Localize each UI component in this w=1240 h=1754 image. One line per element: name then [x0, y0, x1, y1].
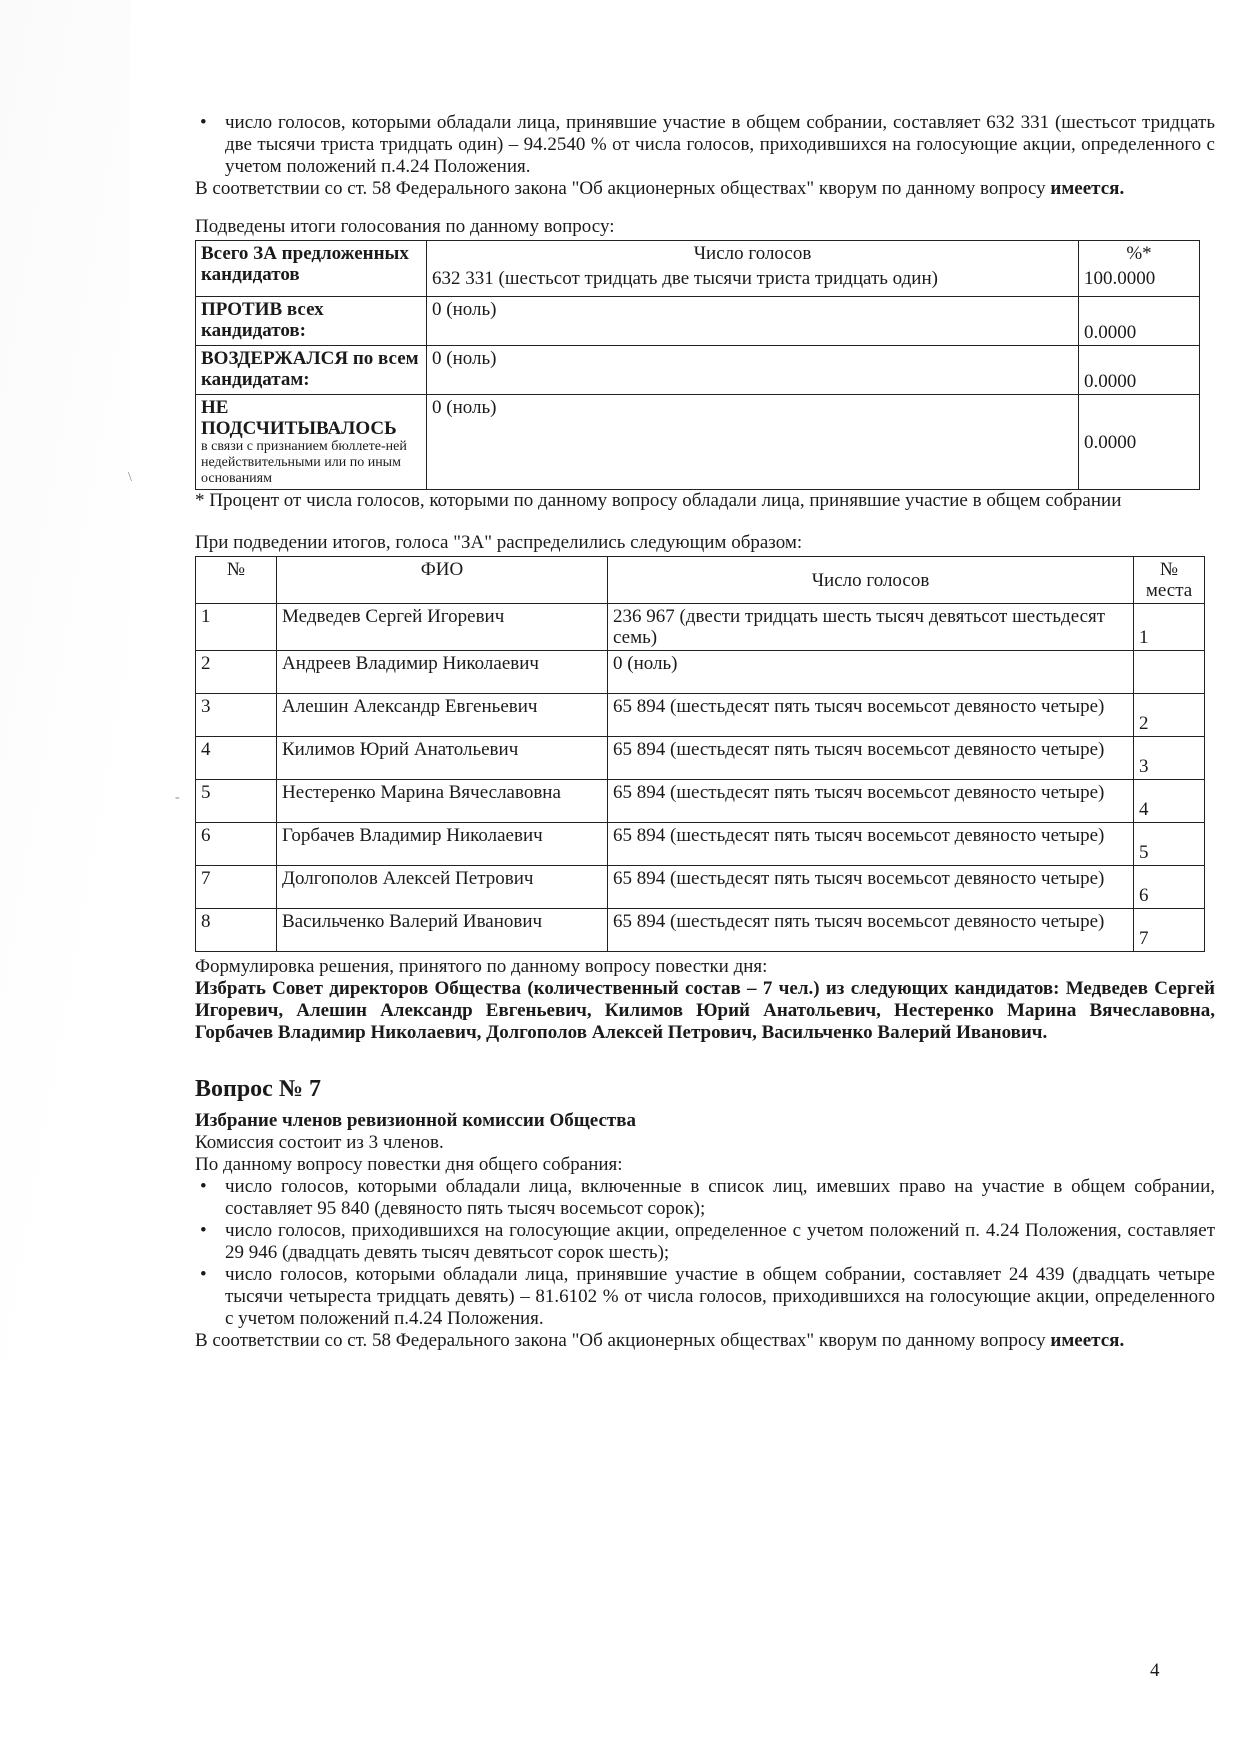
place-cell	[1134, 651, 1205, 694]
votes-cell: 65 894 (шестьдесят пять тысяч восемьсот девяносто четыре)	[608, 737, 1134, 780]
place-cell: 4	[1134, 780, 1205, 823]
name-cell: Долгополов Алексей Петрович	[277, 866, 608, 909]
participants-votes-bullet	[195, 112, 1215, 178]
num-cell: 1	[196, 604, 277, 651]
decision-intro: Формулировка решения, принятого по данному вопросу повестки дня:	[195, 956, 768, 977]
candidates-body	[196, 604, 1205, 952]
header-votes: Число голосов	[427, 241, 1079, 267]
num-cell: 7	[196, 866, 277, 909]
table-row	[196, 346, 1200, 395]
place-cell: 3	[1134, 737, 1205, 780]
votes-cell: 0 (ноль)	[427, 346, 1079, 395]
quorum-text: В соответствии со ст. 58 Федерального закона "Об акционерных обществах" кворум по данному вопросу	[195, 178, 1046, 199]
votes-cell: 0 (ноль)	[427, 395, 1079, 490]
quorum-value: имеется.	[1050, 1330, 1125, 1351]
question-subject: Избрание членов ревизионной комиссии Общества	[195, 1110, 636, 1131]
scan-mark: -	[175, 790, 180, 805]
table-row	[196, 866, 1205, 909]
bullet-icon: •	[200, 112, 207, 133]
place-cell: 7	[1134, 909, 1205, 952]
vote-label: Всего ЗА предложенных кандидатов	[201, 243, 409, 285]
table-row	[196, 297, 1200, 346]
list-item	[195, 1176, 1215, 1220]
bullet-icon: •	[200, 1220, 207, 1241]
table-header-row	[196, 557, 1205, 604]
header-votes: Число голосов	[608, 557, 1134, 604]
place-cell: 5	[1134, 823, 1205, 866]
table-header-row	[196, 241, 1200, 267]
bullet-text: число голосов, приходившихся на голосующие акции, определенное с учетом положений п. 4.24 Положения, составляет 29 946 (двадцать девять тысяч девятьсот сорок шесть);	[225, 1220, 1215, 1263]
votes-cell: 236 967 (двести тридцать шесть тысяч девятьсот шестьдесят семь)	[608, 604, 1134, 651]
place-cell: 2	[1134, 694, 1205, 737]
commission-composition: Комиссия состоит из 3 членов.	[195, 1132, 444, 1153]
table-row	[196, 395, 1200, 490]
votes-cell: 0 (ноль)	[427, 297, 1079, 346]
pct-cell: 0.0000	[1079, 395, 1200, 490]
votes-cell: 65 894 (шестьдесят пять тысяч восемьсот девяносто четыре)	[608, 823, 1134, 866]
quorum-text: В соответствии со ст. 58 Федерального закона "Об акционерных обществах" кворум по данному вопросу	[195, 1330, 1046, 1351]
num-cell: 2	[196, 651, 277, 694]
place-cell: 1	[1134, 604, 1205, 651]
name-cell: Васильченко Валерий Иванович	[277, 909, 608, 952]
pct-cell: 100.0000	[1079, 266, 1200, 297]
name-cell: Нестеренко Марина Вячеславовна	[277, 780, 608, 823]
vote-label-note: в связи с признанием бюллете-ней недействительными или по иным основаниям	[201, 439, 407, 486]
vote-label-cell	[196, 395, 427, 490]
name-cell: Горбачев Владимир Николаевич	[277, 823, 608, 866]
decision-text: Избрать Совет директоров Общества (количественный состав – 7 чел.) из следующих кандидатов: Медведев Сергей Игоревич, Алешин Александр Евгеньевич, Килимов Юрий Анатольевич, Нестеренко Марина Вячеславовна, Горбачев Владимир Николаевич, Долгополов Алексей Петрович, Васильченко Валерий Иванович.	[195, 978, 1215, 1043]
section-title: Вопрос № 7	[195, 1076, 321, 1102]
name-cell: Медведев Сергей Игоревич	[277, 604, 608, 651]
bullet-text: число голосов, которыми обладали лица, принявшие участие в общем собрании, составляет 24 439 (двадцать четыре тысячи четыреста тридцать девять) – 81.6102 % от числа голосов, приходившихся на голосующие акции, определенного с учетом положений п.4.24 Положения.	[225, 1264, 1215, 1329]
results-intro: Подведены итоги голосования по данному вопросу:	[195, 216, 615, 237]
vote-label: НЕ ПОДСЧИТЫВАЛОСЬ	[201, 397, 397, 439]
vote-label-cell	[196, 241, 427, 297]
pct-cell: 0.0000	[1079, 346, 1200, 395]
header-num: №	[196, 557, 277, 604]
table-row	[196, 737, 1205, 780]
quorum-value: имеется.	[1050, 178, 1125, 199]
table-row	[196, 780, 1205, 823]
bullet-text: число голосов, которыми обладали лица, включенные в список лиц, имевших право на участие в общем собрании, составляет 95 840 (девяносто пять тысяч восемьсот сорок);	[225, 1176, 1215, 1219]
table-footnote: * Процент от числа голосов, которыми по данному вопросу обладали лица, принявшие участие в общем собрании	[195, 490, 1122, 511]
bullet-text: число голосов, которыми обладали лица, принявшие участие в общем собрании, составляет 632 331 (шестьсот тридцать две тысячи триста тридцать один) – 94.2540 % от числа голосов, приходившихся на голосующие акции, определенного с учетом положений п.4.24 Положения.	[225, 112, 1215, 177]
scan-edge-shading	[0, 0, 130, 1754]
vote-results-table	[195, 240, 1200, 490]
agenda-intro: По данному вопросу повестки дня общего собрания:	[195, 1154, 623, 1175]
quorum-paragraph	[195, 178, 1215, 200]
num-cell: 5	[196, 780, 277, 823]
votes-cell: 65 894 (шестьдесят пять тысяч восемьсот девяносто четыре)	[608, 694, 1134, 737]
distribution-intro: При подведении итогов, голоса "ЗА" распределились следующим образом:	[195, 532, 803, 553]
name-cell: Андреев Владимир Николаевич	[277, 651, 608, 694]
scan-mark: \	[128, 470, 132, 485]
votes-cell: 632 331 (шестьсот тридцать две тысячи триста тридцать один)	[427, 266, 1079, 297]
num-cell: 8	[196, 909, 277, 952]
num-cell: 6	[196, 823, 277, 866]
page-number: 4	[1150, 1660, 1160, 1681]
vote-label: ВОЗДЕРЖАЛСЯ по всем кандидатам:	[196, 346, 427, 395]
bullet-icon: •	[200, 1264, 207, 1285]
pct-cell: 0.0000	[1079, 297, 1200, 346]
name-cell: Килимов Юрий Анатольевич	[277, 737, 608, 780]
candidates-table	[195, 556, 1205, 952]
name-cell: Алешин Александр Евгеньевич	[277, 694, 608, 737]
table-row	[196, 651, 1205, 694]
header-name: ФИО	[277, 557, 608, 604]
votes-cell: 65 894 (шестьдесят пять тысяч восемьсот девяносто четыре)	[608, 909, 1134, 952]
quorum-paragraph	[195, 1330, 1215, 1352]
place-cell: 6	[1134, 866, 1205, 909]
list-item	[195, 1220, 1215, 1264]
document-content	[195, 112, 1215, 1352]
header-place: № места	[1134, 557, 1205, 604]
bullet-icon: •	[200, 1176, 207, 1197]
table-row	[196, 823, 1205, 866]
votes-cell: 65 894 (шестьдесят пять тысяч восемьсот девяносто четыре)	[608, 866, 1134, 909]
vote-label: ПРОТИВ всех кандидатов:	[196, 297, 427, 346]
table-row	[196, 604, 1205, 651]
votes-cell: 0 (ноль)	[608, 651, 1134, 694]
table-row	[196, 909, 1205, 952]
header-pct: %*	[1079, 241, 1200, 267]
list-item	[195, 1264, 1215, 1330]
table-row	[196, 694, 1205, 737]
num-cell: 4	[196, 737, 277, 780]
num-cell: 3	[196, 694, 277, 737]
votes-cell: 65 894 (шестьдесят пять тысяч восемьсот девяносто четыре)	[608, 780, 1134, 823]
